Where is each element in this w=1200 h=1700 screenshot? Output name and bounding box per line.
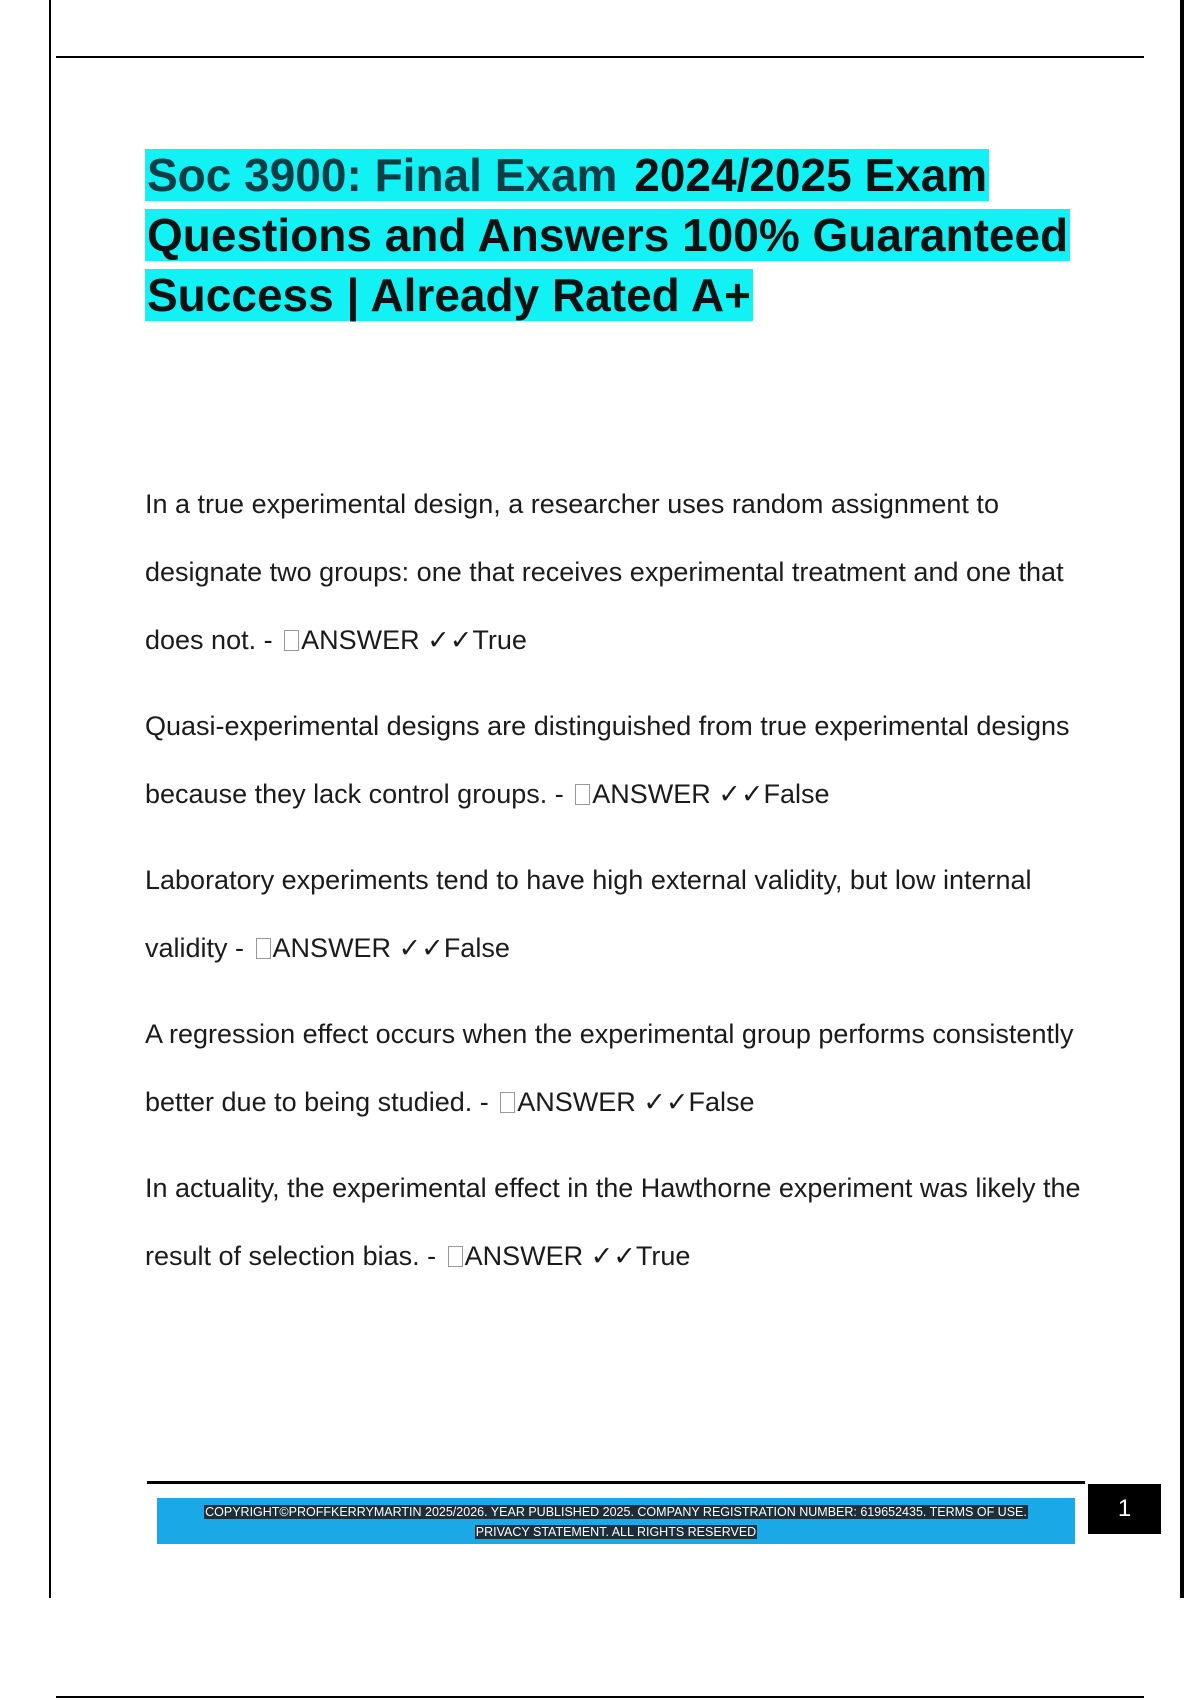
missing-glyph-icon	[448, 1246, 463, 1267]
copyright-line-1: COPYRIGHT©PROFFKERRYMARTIN 2025/2026. YEAR PUBLISHED 2025. COMPANY REGISTRATION NUMBER: 619652435. TERMS OF USE.	[205, 1505, 1027, 1519]
missing-glyph-icon	[284, 630, 299, 651]
question-text: Laboratory experiments tend to have high external validity, but low internal validity -	[145, 865, 1032, 963]
answer-value: False	[688, 1087, 755, 1117]
missing-glyph-icon	[256, 938, 271, 959]
qa-list	[145, 470, 1095, 1308]
page-number: 1	[1088, 1484, 1161, 1534]
question-text: A regression effect occurs when the experimental group performs consistently better due to being studied. -	[145, 1019, 1074, 1117]
answer-value: False	[443, 933, 510, 963]
footer-divider	[147, 1481, 1085, 1484]
answer-prefix: ANSWER ✓✓	[517, 1087, 689, 1117]
qa-item	[145, 470, 1095, 674]
question-text: Quasi-experimental designs are distinguished from true experimental designs because they lack control groups. -	[145, 711, 1070, 809]
answer-prefix: ANSWER ✓✓	[464, 1241, 636, 1271]
title-part-2: 2024/2025 Exam Questions and Answers 100% Guaranteed Success | Already Rated A+	[147, 149, 1069, 321]
missing-glyph-icon	[500, 1092, 515, 1113]
qa-item	[145, 846, 1095, 982]
answer-value: False	[763, 779, 830, 809]
title-part-1: Soc 3900: Final Exam	[147, 149, 618, 201]
missing-glyph-icon	[575, 784, 590, 805]
answer-prefix: ANSWER ✓✓	[272, 933, 444, 963]
qa-item	[145, 1154, 1095, 1290]
answer-prefix: ANSWER ✓✓	[301, 625, 473, 655]
top-divider	[56, 56, 1144, 58]
qa-item	[145, 1000, 1095, 1136]
answer-value: True	[635, 1241, 691, 1271]
footer-copyright	[167, 1502, 1065, 1542]
next-page-divider	[56, 1696, 1144, 1698]
answer-value: True	[472, 625, 527, 655]
document-title	[145, 145, 1105, 325]
qa-item	[145, 692, 1095, 828]
answer-prefix: ANSWER ✓✓	[592, 779, 764, 809]
question-text: In actuality, the experimental effect in the Hawthorne experiment was likely the result of selection bias. -	[145, 1173, 1081, 1271]
question-text: In a true experimental design, a researcher uses random assignment to designate two groups: one that receives experimental treatment and one that does not. -	[145, 489, 1064, 655]
copyright-line-2: PRIVACY STATEMENT. ALL RIGHTS RESERVED	[475, 1525, 757, 1539]
